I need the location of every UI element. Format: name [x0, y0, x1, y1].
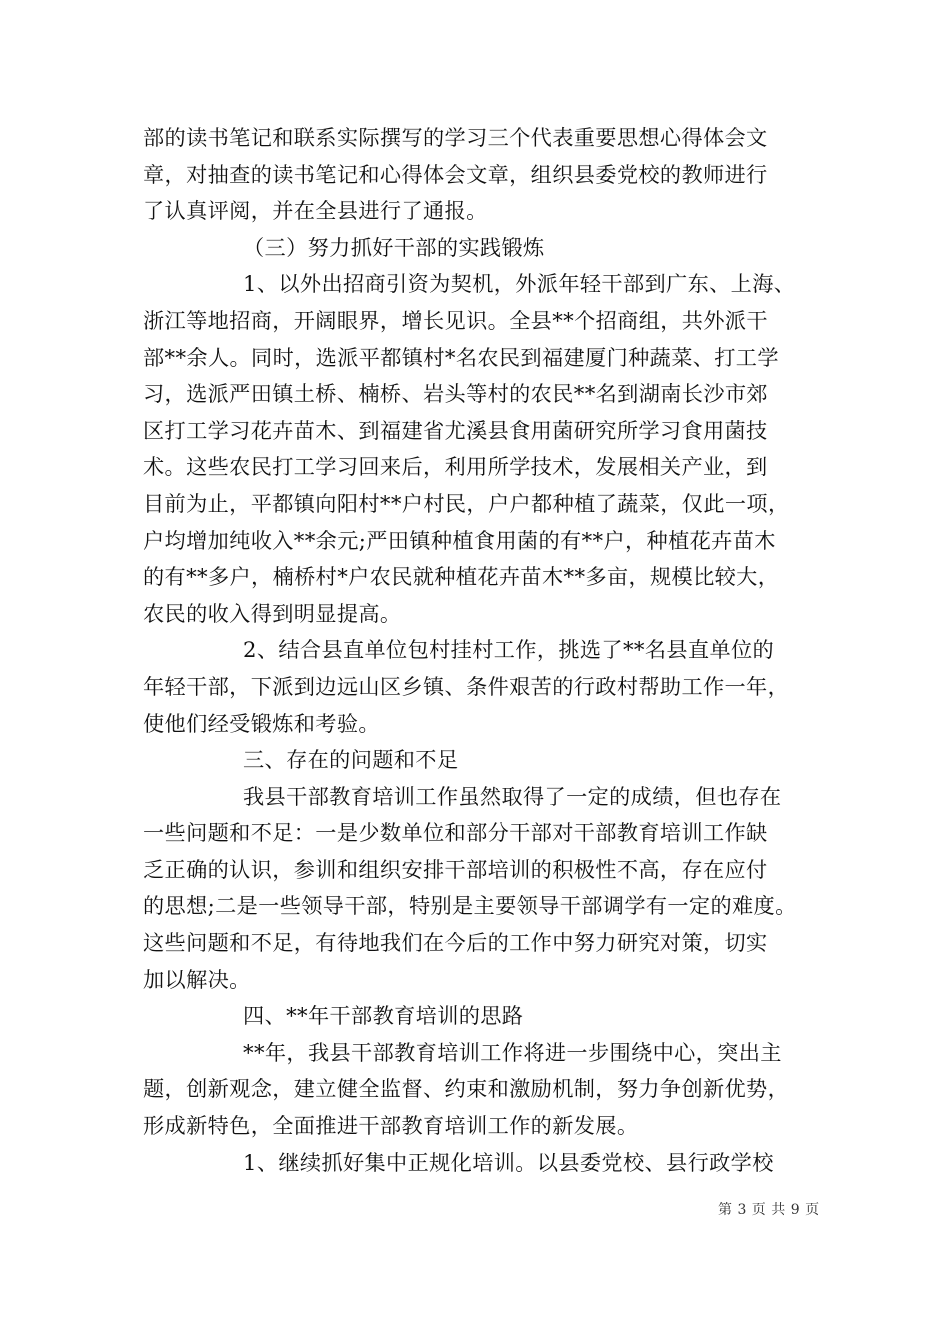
text-line: 乏正确的认识，参训和组织安排干部培训的积极性不高，存在应付: [143, 856, 768, 882]
section-heading: （三）努力抓好干部的实践锻炼: [243, 234, 545, 260]
text-line: 浙江等地招商，开阔眼界，增长见识。全县**个招商组，共外派干: [143, 307, 768, 333]
section-heading: 三、存在的问题和不足: [243, 747, 459, 773]
paragraph-start: 2、结合县直单位包村挂村工作，挑选了**名县直单位的: [243, 637, 775, 663]
text-line: 术。这些农民打工学习回来后，利用所学技术，发展相关产业，到: [143, 454, 768, 480]
text-line: 章，对抽查的读书笔记和心得体会文章，组织县委党校的教师进行: [143, 161, 768, 187]
page-number-footer: 第 3 页 共 9 页: [718, 1202, 820, 1218]
text-line: 使他们经受锻炼和考验。: [143, 710, 380, 736]
text-line: 习，选派严田镇土桥、楠桥、岩头等村的农民**名到湖南长沙市郊: [143, 381, 768, 407]
text-line: 区打工学习花卉苗木、到福建省尤溪县食用菌研究所学习食用菌技: [143, 417, 768, 443]
text-line: 户均增加纯收入**余元;严田镇种植食用菌的有**户，种植花卉苗木: [143, 527, 776, 553]
paragraph-start: 我县干部教育培训工作虽然取得了一定的成绩，但也存在: [243, 783, 782, 809]
text-line: 的有**多户，楠桥村*户农民就种植花卉苗木**多亩，规模比较大，: [143, 564, 780, 590]
paragraph-start: 1、以外出招商引资为契机，外派年轻干部到广东、上海、: [243, 271, 796, 297]
section-heading: 四、**年干部教育培训的思路: [243, 1003, 524, 1029]
text-line: 加以解决。: [143, 966, 251, 992]
text-line: 的思想;二是一些领导干部，特别是主要领导干部调学有一定的难度。: [143, 893, 797, 919]
text-line: 部的读书笔记和联系实际撰写的学习三个代表重要思想心得体会文: [143, 125, 768, 150]
text-line: 年轻干部，下派到边远山区乡镇、条件艰苦的行政村帮助工作一年，: [143, 673, 790, 699]
text-line: 一些问题和不足：一是少数单位和部分干部对干部教育培训工作缺: [143, 820, 768, 846]
text-line: 部**余人。同时，选派平都镇村*名农民到福建厦门种蔬菜、打工学: [143, 344, 779, 370]
document-body: [143, 120, 809, 1181]
text-line: 了认真评阅，并在全县进行了通报。: [143, 198, 488, 224]
paragraph-start: **年，我县干部教育培训工作将进一步围绕中心，突出主: [243, 1039, 782, 1065]
text-line: 这些问题和不足，有待地我们在今后的工作中努力研究对策，切实: [143, 930, 768, 956]
text-line: 题，创新观念，建立健全监督、约束和激励机制，努力争创新优势，: [143, 1076, 790, 1102]
text-line: 目前为止，平都镇向阳村**户村民，户户都种植了蔬菜，仅此一项，: [143, 490, 790, 516]
text-line: 形成新特色，全面推进干部教育培训工作的新发展。: [143, 1113, 639, 1139]
text-line: 农民的收入得到明显提高。: [143, 600, 402, 626]
paragraph-start: 1、继续抓好集中正规化培训。以县委党校、县行政学校: [243, 1149, 774, 1175]
